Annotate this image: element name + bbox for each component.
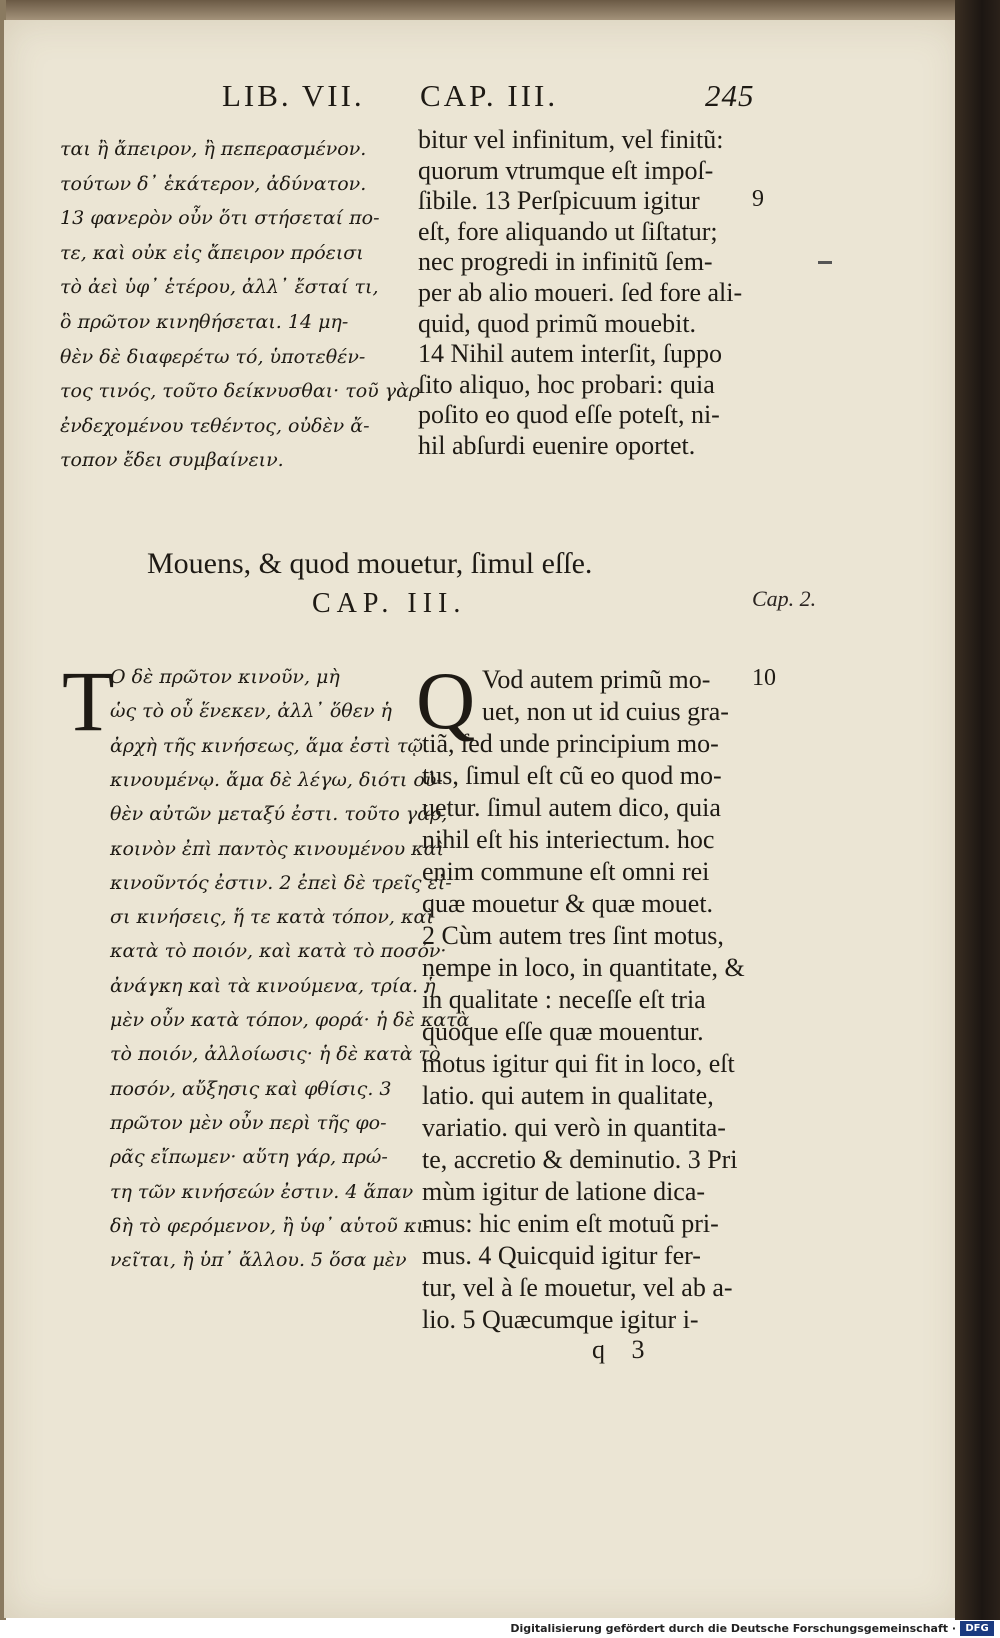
latin-text-line: tiã, ſed unde principium mo-: [422, 729, 719, 758]
greek-text-line: νεῖται, ἢ ὑπ᾽ ἄλλου. 5 ὅσα μὲν: [110, 1249, 407, 1272]
greek-text-line: Ο δὲ πρῶτον κινοῦν, μὴ: [110, 666, 340, 688]
latin-text-line: Vod autem primũ mo-: [482, 665, 711, 694]
latin-text-line: bitur vel infinitum, vel finitũ:: [418, 125, 724, 154]
greek-text-line: θὲν αὐτῶν μεταξύ ἐστι. τοῦτο γάρ,: [110, 803, 448, 826]
latin-text-line: per ab alio moueri. ſed fore ali-: [418, 278, 743, 307]
dfg-logo: DFG: [960, 1621, 994, 1636]
greek-text-line: ρᾶς εἴπωμεν· αὕτη γάρ, πρώ-: [110, 1146, 388, 1169]
latin-text-line: ſibile. 13 Perſpicuum igitur: [418, 186, 700, 216]
latin-text-line: quorum vtrumque eſt impoſ-: [418, 155, 714, 185]
greek-text-line: σι κινήσεις, ἥ τε κατὰ τόπον, καὶ: [110, 906, 434, 929]
latin-text-line: 2 Cùm autem tres ſint motus,: [422, 921, 724, 950]
latin-text-line: uet, non ut id cuius gra-: [482, 696, 729, 726]
greek-text-line: 13 φανερὸν οὖν ὅτι στήσεταί πο-: [60, 207, 380, 230]
handwritten-note: Cap. 2.: [752, 586, 817, 611]
greek-text-line: τὸ ποιόν, ἀλλοίωσις· ἡ δὲ κατὰ τὸ: [110, 1043, 441, 1066]
margin-mark: [818, 261, 832, 264]
latin-text-line: ſito aliquo, hoc probari: quia: [418, 369, 715, 399]
latin-text-line: mus: hic enim eſt motuũ pri-: [422, 1209, 719, 1238]
greek-text-line: ἀρχὴ τῆς κινήσεως, ἅμα ἐστὶ τῷ: [110, 734, 423, 757]
greek-text-line: ὃ πρῶτον κινηθήσεται. 14 μη-: [60, 311, 349, 333]
running-head-book: LIB. VII.: [222, 78, 365, 113]
latin-text-line: enim commune eſt omni rei: [422, 857, 710, 886]
latin-text-line: tus, ſimul eſt cũ eo quod mo-: [422, 761, 722, 790]
greek-text-line: τούτων δ᾽ ἑκάτερον, ἀδύνατον.: [60, 172, 367, 195]
greek-text-line: κινοῦντός ἐστιν. 2 ἐπεὶ δὲ τρεῖς εἰ-: [110, 871, 452, 894]
latin-text-line: lio. 5 Quæcumque igitur i-: [422, 1305, 699, 1334]
greek-text-line: κατὰ τὸ ποιόν, καὶ κατὰ τὸ ποσόν·: [110, 940, 447, 963]
latin-drop-cap: Q: [416, 655, 476, 746]
latin-text-line: mùm igitur de latione dica-: [422, 1177, 706, 1206]
latin-text-line: latio. qui autem in qualitate,: [422, 1081, 714, 1110]
latin-text-line: variatio. qui verò in quantita-: [422, 1113, 726, 1142]
signature-mark: q 3: [592, 1335, 655, 1364]
folio-number: 245: [705, 78, 755, 113]
greek-text-line: τος τινός, τοῦτο δείκνυσθαι· τοῦ γὰρ: [60, 380, 421, 403]
greek-text-line: δὴ τὸ φερόμενον, ἢ ὑφ᾽ αὑτοῦ κι-: [110, 1214, 431, 1237]
latin-text-line: quid, quod primũ mouebit.: [418, 308, 697, 338]
greek-text-line: κινουμένῳ. ἅμα δὲ λέγω, διότι οὐ-: [110, 768, 443, 791]
greek-text-line: ἐνδεχομένου τεθέντος, οὐδὲν ἄ-: [60, 414, 370, 437]
greek-text-line: θὲν δὲ διαφερέτω τό, ὑποτεθέν-: [60, 345, 366, 368]
greek-drop-cap: T: [62, 653, 115, 749]
margin-number-upper: 9: [752, 186, 764, 212]
latin-text-line: nihil eſt his interiectum. hoc: [422, 825, 715, 854]
book-edge-shadow: [955, 0, 1000, 1620]
footer-credit: Digitalisierung gefördert durch die Deutsche Forschungsgemeinschaft ·: [510, 1622, 956, 1635]
greek-text-line: τοπον ἔδει συμβαίνειν.: [60, 449, 284, 472]
latin-text-line: tur, vel à ſe mouetur, vel ab a-: [422, 1273, 733, 1302]
latin-text-line: eſt, fore aliquando ut ſiſtatur;: [418, 216, 718, 246]
greek-text-line: ἀνάγκη καὶ τὰ κινούμενα, τρία. ἡ: [110, 974, 436, 997]
margin-number-lower: 10: [752, 665, 776, 691]
greek-text-line: ποσόν, αὔξησις καὶ φθίσις. 3: [110, 1077, 392, 1100]
chapter-label: CAP. III.: [312, 588, 467, 619]
latin-text-line: mus. 4 Quicquid igitur fer-: [422, 1241, 701, 1270]
greek-text-line: τὸ ἀεὶ ὑφ᾽ ἑτέρου, ἀλλ᾽ ἔσταί τι,: [60, 276, 379, 299]
latin-text-line: nempe in loco, in quantitate, &: [422, 953, 745, 982]
greek-text-line: πρῶτον μὲν οὖν περὶ τῆς φο-: [110, 1111, 387, 1134]
latin-text-line: quæ mouetur & quæ mouet.: [422, 889, 714, 918]
chapter-title: Mouens, & quod mouetur, ſimul eſſe.: [147, 547, 593, 580]
latin-text-line: hil abſurdi euenire oportet.: [418, 431, 696, 460]
greek-text-line: μὲν οὖν κατὰ τόπον, φορά· ἡ δὲ κατὰ: [110, 1009, 470, 1031]
latin-text-line: te, accretio & deminutio. 3 Pri: [422, 1145, 738, 1174]
greek-text-line: ὡς τὸ οὗ ἕνεκεν, ἀλλ᾽ ὅθεν ἡ: [110, 700, 392, 723]
greek-text-line: τε, καὶ οὐκ εἰς ἄπειρον πρόεισι: [60, 241, 364, 264]
greek-text-line: κοινὸν ἐπὶ παντὸς κινουμένου καὶ: [110, 837, 444, 860]
latin-text-line: in qualitate : neceſſe eſt tria: [422, 985, 706, 1014]
latin-text-line: poſito eo quod eſſe poteſt, ni-: [418, 400, 720, 430]
running-head-chapter: CAP. III.: [420, 78, 559, 113]
latin-text-line: nec progredi in infinitũ ſem-: [418, 247, 713, 277]
latin-text-line: quoque eſſe quæ mouentur.: [422, 1017, 704, 1046]
latin-text-line: 14 Nihil autem interſit, ſuppo: [418, 339, 723, 369]
scan-top-edge: [0, 0, 1000, 20]
latin-text-line: motus igitur qui fit in loco, eſt: [422, 1049, 735, 1078]
greek-text-line: τη τῶν κινήσεών ἐστιν. 4 ἅπαν: [110, 1180, 414, 1203]
greek-text-line: ται ἢ ἄπειρον, ἢ πεπερασμένον.: [60, 138, 367, 160]
latin-text-line: uetur. ſimul autem dico, quia: [422, 793, 721, 822]
